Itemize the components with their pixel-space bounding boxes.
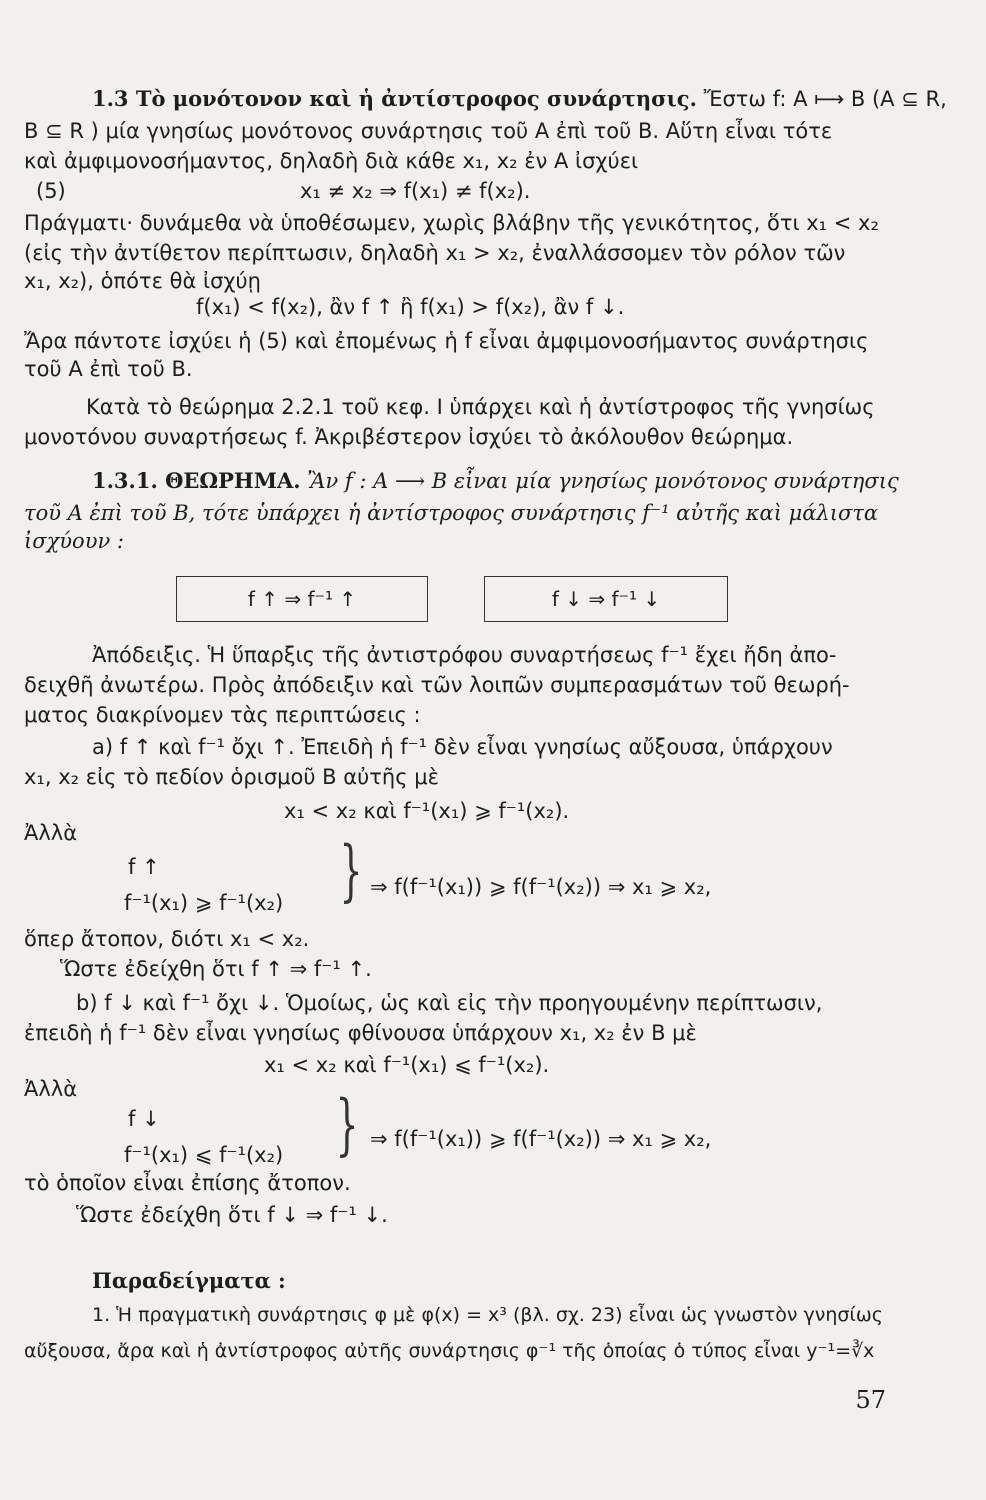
proof-line: x₁, x₂ εἰς τὸ πεδίον ὁρισμοῦ B αὐτῆς μὲ bbox=[24, 765, 439, 789]
text-line: Ἄρα πάντοτε ἰσχύει ἡ (5) καὶ ἐπομένως ἡ f εἶναι ἀμφιμονοσήμαντος συνάρτησις bbox=[24, 329, 869, 353]
proof-line: ἐπειδὴ ἡ f⁻¹ δὲν εἶναι γνησίως φθίνουσα ὑπάρχουν x₁, x₂ ἐν B μὲ bbox=[24, 1021, 697, 1045]
inequality-line: f(x₁) < f(x₂), ἂν f ↑ ἢ f(x₁) > f(x₂), ἂν f ↓. bbox=[196, 295, 625, 319]
page-number: 57 bbox=[855, 1386, 886, 1414]
equation-number: (5) bbox=[36, 179, 66, 203]
condition-line: x₁ < x₂ καὶ f⁻¹(x₁) ⩾ f⁻¹(x₂). bbox=[284, 799, 570, 823]
example-line: 1. Ἡ πραγματικὴ συνάρτησις φ μὲ φ(x) = x³ (βλ. σχ. 23) εἶναι ὡς γνωστὸν γνησίως bbox=[92, 1304, 883, 1326]
theorem-box-decreasing: f ↓ ⇒ f⁻¹ ↓ bbox=[484, 576, 728, 622]
text-line: x₁, x₂), ὁπότε θὰ ἰσχύῃ bbox=[24, 269, 261, 293]
premise-line: f ↑ bbox=[128, 855, 160, 879]
proof-line: τὸ ὁποῖον εἶναι ἐπίσης ἄτοπον. bbox=[24, 1171, 351, 1195]
conclusion-line: ⇒ f(f⁻¹(x₁)) ⩾ f(f⁻¹(x₂)) ⇒ x₁ ⩾ x₂, bbox=[370, 1127, 712, 1151]
theorem-label: 1.3.1. ΘΕΩΡΗΜΑ. bbox=[92, 468, 301, 493]
condition-line: x₁ < x₂ καὶ f⁻¹(x₁) ⩽ f⁻¹(x₂). bbox=[264, 1053, 550, 1077]
right-brace: } bbox=[335, 1086, 359, 1163]
theorem-box-increasing: f ↑ ⇒ f⁻¹ ↑ bbox=[176, 576, 428, 622]
example-line: αὔξουσα, ἄρα καὶ ἡ ἀντίστροφος αὐτῆς συνάρτησις φ⁻¹ τῆς ὁποίας ὁ τύπος εἶναι y⁻¹=∛x bbox=[24, 1340, 875, 1362]
theorem-line: ἰσχύουν : bbox=[24, 529, 124, 553]
theorem-line: τοῦ A ἐπὶ τοῦ B, τότε ὑπάρχει ἡ ἀντίστροφος συνάρτησις f⁻¹ αὐτῆς καὶ μάλιστα bbox=[24, 501, 879, 525]
proof-case-a: a) f ↑ καὶ f⁻¹ ὄχι ↑. Ἐπειδὴ ἡ f⁻¹ δὲν εἶναι γνησίως αὔξουσα, ὑπάρχουν bbox=[92, 735, 833, 759]
proof-line: Ἀπόδειξις. Ἡ ὕπαρξις τῆς ἀντιστρόφου συναρτήσεως f⁻¹ ἔχει ἤδη ἀπο- bbox=[92, 643, 837, 667]
examples-heading: Παραδείγματα : bbox=[92, 1268, 286, 1293]
proof-line: Ἀλλὰ bbox=[24, 1077, 78, 1101]
proof-line: ὅπερ ἄτοπον, διότι x₁ < x₂. bbox=[24, 927, 310, 951]
text-line: μονοτόνου συναρτήσεως f. Ἀκριβέστερον ἰσχύει τὸ ἀκόλουθον θεώρημα. bbox=[24, 425, 794, 449]
text-line: Κατὰ τὸ θεώρημα 2.2.1 τοῦ κεφ. I ὑπάρχει καὶ ἡ ἀντίστροφος τῆς γνησίως bbox=[86, 395, 875, 419]
text-line: τοῦ A ἐπὶ τοῦ B. bbox=[24, 357, 193, 381]
proof-line: ματος διακρίνομεν τὰς περιπτώσεις : bbox=[24, 703, 421, 727]
section-heading-line bbox=[92, 84, 947, 114]
text-line: Πράγματι· δυνάμεθα νὰ ὑποθέσωμεν, χωρὶς βλάβην τῆς γενικότητος, ὅτι x₁ < x₂ bbox=[24, 211, 879, 235]
text-line: B ⊆ R ) μία γνησίως μονότονος συνάρτησις τοῦ A ἐπὶ τοῦ B. Αὕτη εἶναι τότε bbox=[24, 119, 833, 143]
proof-line: Ὥστε ἐδείχθη ὅτι f ↓ ⇒ f⁻¹ ↓. bbox=[76, 1203, 388, 1227]
proof-line: Ὥστε ἐδείχθη ὅτι f ↑ ⇒ f⁻¹ ↑. bbox=[60, 957, 372, 981]
text-line: καὶ ἀμφιμονοσήμαντος, δηλαδὴ διὰ κάθε x₁, x₂ ἐν A ἰσχύει bbox=[24, 149, 639, 173]
section-line-0: Ἔστω f: A ⟼ B (A ⊆ R, bbox=[703, 87, 947, 111]
right-brace: } bbox=[339, 832, 363, 909]
section-heading: 1.3 Τὸ μονότονον καὶ ἡ ἀντίστροφος συνάρτησις. bbox=[92, 86, 697, 111]
premise-line: f ↓ bbox=[128, 1107, 160, 1131]
conclusion-line: ⇒ f(f⁻¹(x₁)) ⩾ f(f⁻¹(x₂)) ⇒ x₁ ⩾ x₂, bbox=[370, 875, 712, 899]
theorem-line-0: Ἂν f : A ⟶ B εἶναι μία γνησίως μονότονος συνάρτησις bbox=[307, 469, 899, 493]
proof-line: δειχθῆ ἀνωτέρω. Πρὸς ἀπόδειξιν καὶ τῶν λοιπῶν συμπερασμάτων τοῦ θεωρή- bbox=[24, 673, 850, 697]
premise-line: f⁻¹(x₁) ⩾ f⁻¹(x₂) bbox=[124, 891, 284, 915]
theorem-first-line bbox=[92, 466, 899, 496]
premise-line: f⁻¹(x₁) ⩽ f⁻¹(x₂) bbox=[124, 1143, 284, 1167]
proof-line: Ἀλλὰ bbox=[24, 821, 78, 845]
equation-5: x₁ ≠ x₂ ⇒ f(x₁) ≠ f(x₂). bbox=[300, 179, 531, 203]
proof-case-b: b) f ↓ καὶ f⁻¹ ὄχι ↓. Ὁμοίως, ὡς καὶ εἰς τὴν προηγουμένην περίπτωσιν, bbox=[76, 991, 823, 1015]
text-line: (εἰς τὴν ἀντίθετον περίπτωσιν, δηλαδὴ x₁ > x₂, ἐναλλάσσομεν τὸν ρόλον τῶν bbox=[24, 241, 846, 265]
